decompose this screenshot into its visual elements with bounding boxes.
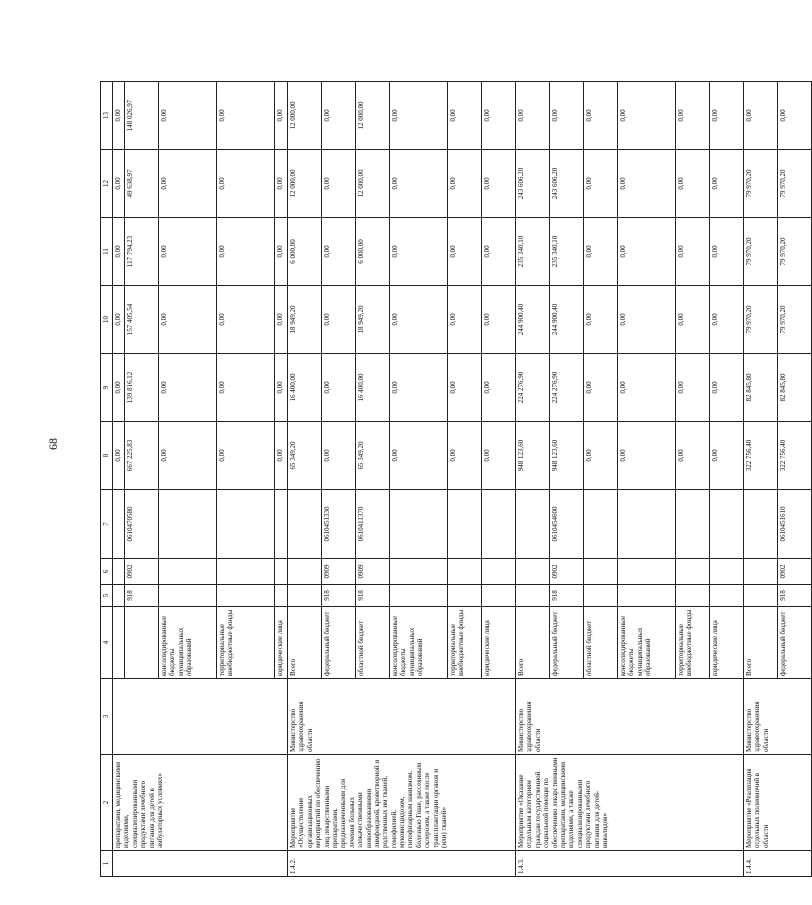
amount-cell: 0,00 (322, 150, 356, 218)
code-grbs (482, 585, 516, 607)
code-grbs: 918 (356, 585, 390, 607)
header-row (101, 82, 113, 877)
amount-cell: 0,00 (322, 82, 356, 150)
code-grbs: 918 (125, 585, 159, 607)
code-csr (516, 490, 550, 559)
code-rzpr (584, 559, 618, 585)
amount-cell: 0,00 (159, 286, 217, 354)
code-rzpr: 0902 (778, 559, 812, 585)
header-cell: 6 (101, 559, 113, 585)
table-row (744, 82, 778, 877)
amount-cell: 0,00 (217, 286, 275, 354)
amount-cell: 0,00 (482, 218, 516, 286)
amount-cell: 0,00 (676, 286, 710, 354)
amount-cell: 117 794,23 (125, 218, 159, 286)
amount-cell: 139 816,12 (125, 354, 159, 422)
code-grbs (448, 585, 482, 607)
amount-cell: 0,00 (448, 218, 482, 286)
funding-source: юридические лица (482, 607, 516, 679)
code-rzpr: 0902 (550, 559, 584, 585)
code-grbs (288, 585, 322, 607)
amount-cell: 0,00 (550, 82, 584, 150)
amount-cell: 0,00 (275, 422, 288, 490)
amount-cell: 322 756,40 (744, 422, 778, 490)
amount-cell: 0,00 (584, 286, 618, 354)
code-csr (618, 490, 676, 559)
amount-cell: 0,00 (159, 150, 217, 218)
amount-cell: 0,00 (710, 286, 744, 354)
amount-cell: 0,00 (113, 82, 125, 150)
code-rzpr (482, 559, 516, 585)
amount-cell: 0,00 (482, 354, 516, 422)
amount-cell: 79 970,20 (778, 286, 812, 354)
code-csr (448, 490, 482, 559)
amount-cell: 0,00 (217, 422, 275, 490)
amount-cell: 12 000,00 (288, 150, 322, 218)
header-cell: 13 (101, 82, 113, 150)
amount-cell: 49 638,97 (125, 150, 159, 218)
amount-cell: 0,00 (482, 150, 516, 218)
code-rzpr (744, 559, 778, 585)
amount-cell: 0,00 (676, 218, 710, 286)
code-rzpr (113, 559, 125, 585)
amount-cell: 65 349,20 (288, 422, 322, 490)
item-number: 1.4.3. (516, 851, 744, 877)
amount-cell: 0,00 (710, 150, 744, 218)
code-csr (482, 490, 516, 559)
amount-cell: 0,00 (676, 150, 710, 218)
item-executor (113, 679, 288, 755)
amount-cell: 0,00 (710, 354, 744, 422)
code-grbs (113, 585, 125, 607)
code-csr (275, 490, 288, 559)
code-csr: 0610451330 (322, 490, 356, 559)
item-name: Мероприятие «Реализация отдельных полномочий в области (744, 755, 812, 851)
funding-source (125, 607, 159, 679)
amount-cell: 0,00 (390, 354, 448, 422)
code-rzpr (288, 559, 322, 585)
code-csr (710, 490, 744, 559)
code-grbs (217, 585, 275, 607)
amount-cell: 0,00 (217, 82, 275, 150)
amount-cell: 243 606,20 (550, 150, 584, 218)
code-csr (676, 490, 710, 559)
amount-cell: 0,00 (159, 218, 217, 286)
header-cell: 5 (101, 585, 113, 607)
code-csr (113, 490, 125, 559)
code-csr (217, 490, 275, 559)
amount-cell: 0,00 (113, 150, 125, 218)
amount-cell: 0,00 (584, 422, 618, 490)
code-grbs (710, 585, 744, 607)
amount-cell: 0,00 (584, 218, 618, 286)
funding-source: юридические лица (275, 607, 288, 679)
header-cell: 3 (101, 679, 113, 755)
funding-source: консолидированные бюджеты муниципальных образований (618, 607, 676, 679)
header-cell: 9 (101, 354, 113, 422)
amount-cell: 0,00 (275, 286, 288, 354)
table-row (288, 82, 322, 877)
amount-cell: 0,00 (275, 150, 288, 218)
amount-cell: 948 123,60 (550, 422, 584, 490)
amount-cell: 79 970,20 (778, 218, 812, 286)
funding-source: Всего (744, 607, 778, 679)
code-csr (584, 490, 618, 559)
code-grbs: 918 (550, 585, 584, 607)
funding-source: территориальные внебюджетные фонды (448, 607, 482, 679)
code-csr (288, 490, 322, 559)
header-cell: 12 (101, 150, 113, 218)
amount-cell: 0,00 (390, 150, 448, 218)
code-rzpr: 0909 (322, 559, 356, 585)
code-grbs: 918 (322, 585, 356, 607)
amount-cell: 948 123,60 (516, 422, 550, 490)
amount-cell: 0,00 (618, 286, 676, 354)
amount-cell: 0,00 (618, 354, 676, 422)
header-cell: 7 (101, 490, 113, 559)
amount-cell: 0,00 (390, 218, 448, 286)
code-grbs (516, 585, 550, 607)
amount-cell: 79 970,20 (744, 150, 778, 218)
amount-cell: 16 400,00 (288, 354, 322, 422)
code-rzpr (448, 559, 482, 585)
amount-cell: 12 000,00 (356, 150, 390, 218)
amount-cell: 0,00 (676, 354, 710, 422)
item-name: Мероприятие «Осуществление организационных мероприятий по обеспечению лиц лекарственными препаратами, предназначенными для лечения больных злокачественными новообразованиями лимфоидной, кроветворной и родственных им тканей, гемофилией, муковисцидозом, гипофизарным нанизмом, болезнью Гоше, рассеянным склерозом, а также после трансплантации органов и (или) тканей» (288, 755, 516, 851)
amount-cell: 157 405,54 (125, 286, 159, 354)
funding-source: юридические лица (710, 607, 744, 679)
amount-cell: 6 000,00 (288, 218, 322, 286)
amount-cell: 0,00 (448, 82, 482, 150)
amount-cell: 0,00 (159, 422, 217, 490)
amount-cell: 0,00 (618, 422, 676, 490)
amount-cell: 0,00 (676, 422, 710, 490)
item-name: Мероприятие «Оказание отдельным категориям граждан государственной социальной помощи по обеспечению лекарственными препаратами, медицинскими изделиями, а также специализированными продуктами лечебного питания для детей-инвалидов» (516, 755, 744, 851)
table-row (113, 82, 125, 877)
amount-cell: 667 225,83 (125, 422, 159, 490)
amount-cell: 0,00 (322, 286, 356, 354)
amount-cell: 0,00 (710, 82, 744, 150)
code-csr: 0610411370 (356, 490, 390, 559)
amount-cell: 82 845,80 (744, 354, 778, 422)
amount-cell: 322 756,40 (778, 422, 812, 490)
amount-cell: 6 000,00 (356, 218, 390, 286)
funding-source: Всего (516, 607, 550, 679)
amount-cell: 0,00 (710, 422, 744, 490)
amount-cell: 12 000,00 (356, 82, 390, 150)
item-executor: Министерство здравоохранения области (288, 679, 516, 755)
code-grbs (744, 585, 778, 607)
code-csr: 0610451610 (778, 490, 812, 559)
amount-cell: 0,00 (482, 286, 516, 354)
amount-cell: 0,00 (448, 150, 482, 218)
amount-cell: 0,00 (217, 150, 275, 218)
amount-cell: 82 845,80 (778, 354, 812, 422)
funding-source: областной бюджет (584, 607, 618, 679)
header-cell: 2 (101, 755, 113, 851)
funding-source: областной бюджет (356, 607, 390, 679)
code-grbs (618, 585, 676, 607)
code-rzpr: 0902 (125, 559, 159, 585)
code-grbs: 918 (778, 585, 812, 607)
amount-cell: 12 000,00 (288, 82, 322, 150)
item-name: препаратами, медицинскими изделиями, специализированными продуктами лечебного питания для детей в амбулаторных условиях» (113, 755, 288, 851)
amount-cell: 0,00 (448, 354, 482, 422)
page-number: 68 (46, 438, 60, 450)
code-rzpr: 0909 (356, 559, 390, 585)
amount-cell: 0,00 (710, 218, 744, 286)
funding-source: Всего (288, 607, 322, 679)
amount-cell: 0,00 (159, 354, 217, 422)
amount-cell: 0,00 (322, 422, 356, 490)
amount-cell: 0,00 (482, 422, 516, 490)
code-csr: 0610470580 (125, 490, 159, 559)
amount-cell: 18 949,20 (288, 286, 322, 354)
amount-cell: 0,00 (113, 422, 125, 490)
amount-cell: 79 970,20 (744, 218, 778, 286)
amount-cell: 224 276,90 (516, 354, 550, 422)
amount-cell: 0,00 (390, 286, 448, 354)
amount-cell: 0,00 (217, 354, 275, 422)
budget-table (100, 81, 812, 877)
amount-cell: 0,00 (584, 150, 618, 218)
amount-cell: 79 970,20 (778, 150, 812, 218)
amount-cell: 0,00 (322, 354, 356, 422)
amount-cell: 0,00 (618, 150, 676, 218)
amount-cell: 0,00 (275, 218, 288, 286)
item-number: 1.4.2. (288, 851, 516, 877)
code-csr: 0610454600 (550, 490, 584, 559)
funding-source: территориальные внебюджетные фонды (217, 607, 275, 679)
code-rzpr (275, 559, 288, 585)
amount-cell: 244 900,40 (516, 286, 550, 354)
funding-source: консолидированные бюджеты муниципальных образований (159, 607, 217, 679)
code-grbs (159, 585, 217, 607)
rotated-table-wrapper (100, 82, 787, 877)
amount-cell: 0,00 (744, 82, 778, 150)
amount-cell: 0,00 (217, 218, 275, 286)
amount-cell: 0,00 (275, 354, 288, 422)
code-rzpr (676, 559, 710, 585)
item-executor: Министерство здравоохранения области (516, 679, 744, 755)
amount-cell: 224 276,90 (550, 354, 584, 422)
amount-cell: 0,00 (778, 82, 812, 150)
header-cell: 1 (101, 851, 113, 877)
amount-cell: 244 900,40 (550, 286, 584, 354)
amount-cell: 65 349,20 (356, 422, 390, 490)
code-rzpr (516, 559, 550, 585)
code-rzpr (710, 559, 744, 585)
funding-source: территориальные внебюджетные фонды (676, 607, 710, 679)
code-grbs (275, 585, 288, 607)
code-csr (159, 490, 217, 559)
amount-cell: 0,00 (448, 286, 482, 354)
funding-source (113, 607, 125, 679)
amount-cell: 148 026,97 (125, 82, 159, 150)
amount-cell: 0,00 (676, 82, 710, 150)
amount-cell: 0,00 (390, 422, 448, 490)
header-cell: 4 (101, 607, 113, 679)
code-rzpr (159, 559, 217, 585)
amount-cell: 0,00 (113, 218, 125, 286)
amount-cell: 0,00 (390, 82, 448, 150)
header-cell: 8 (101, 422, 113, 490)
code-rzpr (217, 559, 275, 585)
amount-cell: 0,00 (584, 82, 618, 150)
amount-cell: 235 340,10 (516, 218, 550, 286)
item-number (113, 851, 288, 877)
header-cell: 10 (101, 286, 113, 354)
code-csr (744, 490, 778, 559)
funding-source: федеральный бюджет (778, 607, 812, 679)
code-rzpr (618, 559, 676, 585)
funding-source: консолидированные бюджеты муниципальных образований (390, 607, 448, 679)
amount-cell: 0,00 (618, 82, 676, 150)
amount-cell: 0,00 (448, 422, 482, 490)
code-csr (390, 490, 448, 559)
amount-cell: 0,00 (275, 82, 288, 150)
amount-cell: 16 400,00 (356, 354, 390, 422)
amount-cell: 235 340,10 (550, 218, 584, 286)
amount-cell: 18 949,20 (356, 286, 390, 354)
amount-cell: 0,00 (618, 218, 676, 286)
amount-cell: 79 970,20 (744, 286, 778, 354)
amount-cell: 0,00 (584, 354, 618, 422)
table-row (516, 82, 550, 877)
funding-source: федеральный бюджет (550, 607, 584, 679)
amount-cell: 0,00 (159, 82, 217, 150)
header-cell: 11 (101, 218, 113, 286)
item-number: 1.4.4. (744, 851, 812, 877)
amount-cell: 0,00 (516, 82, 550, 150)
funding-source: федеральный бюджет (322, 607, 356, 679)
amount-cell: 0,00 (482, 82, 516, 150)
amount-cell: 0,00 (113, 354, 125, 422)
code-grbs (584, 585, 618, 607)
amount-cell: 243 606,20 (516, 150, 550, 218)
code-rzpr (390, 559, 448, 585)
item-executor: Министерство здравоохранения области (744, 679, 812, 755)
code-grbs (676, 585, 710, 607)
code-grbs (390, 585, 448, 607)
amount-cell: 0,00 (113, 286, 125, 354)
amount-cell: 0,00 (322, 218, 356, 286)
